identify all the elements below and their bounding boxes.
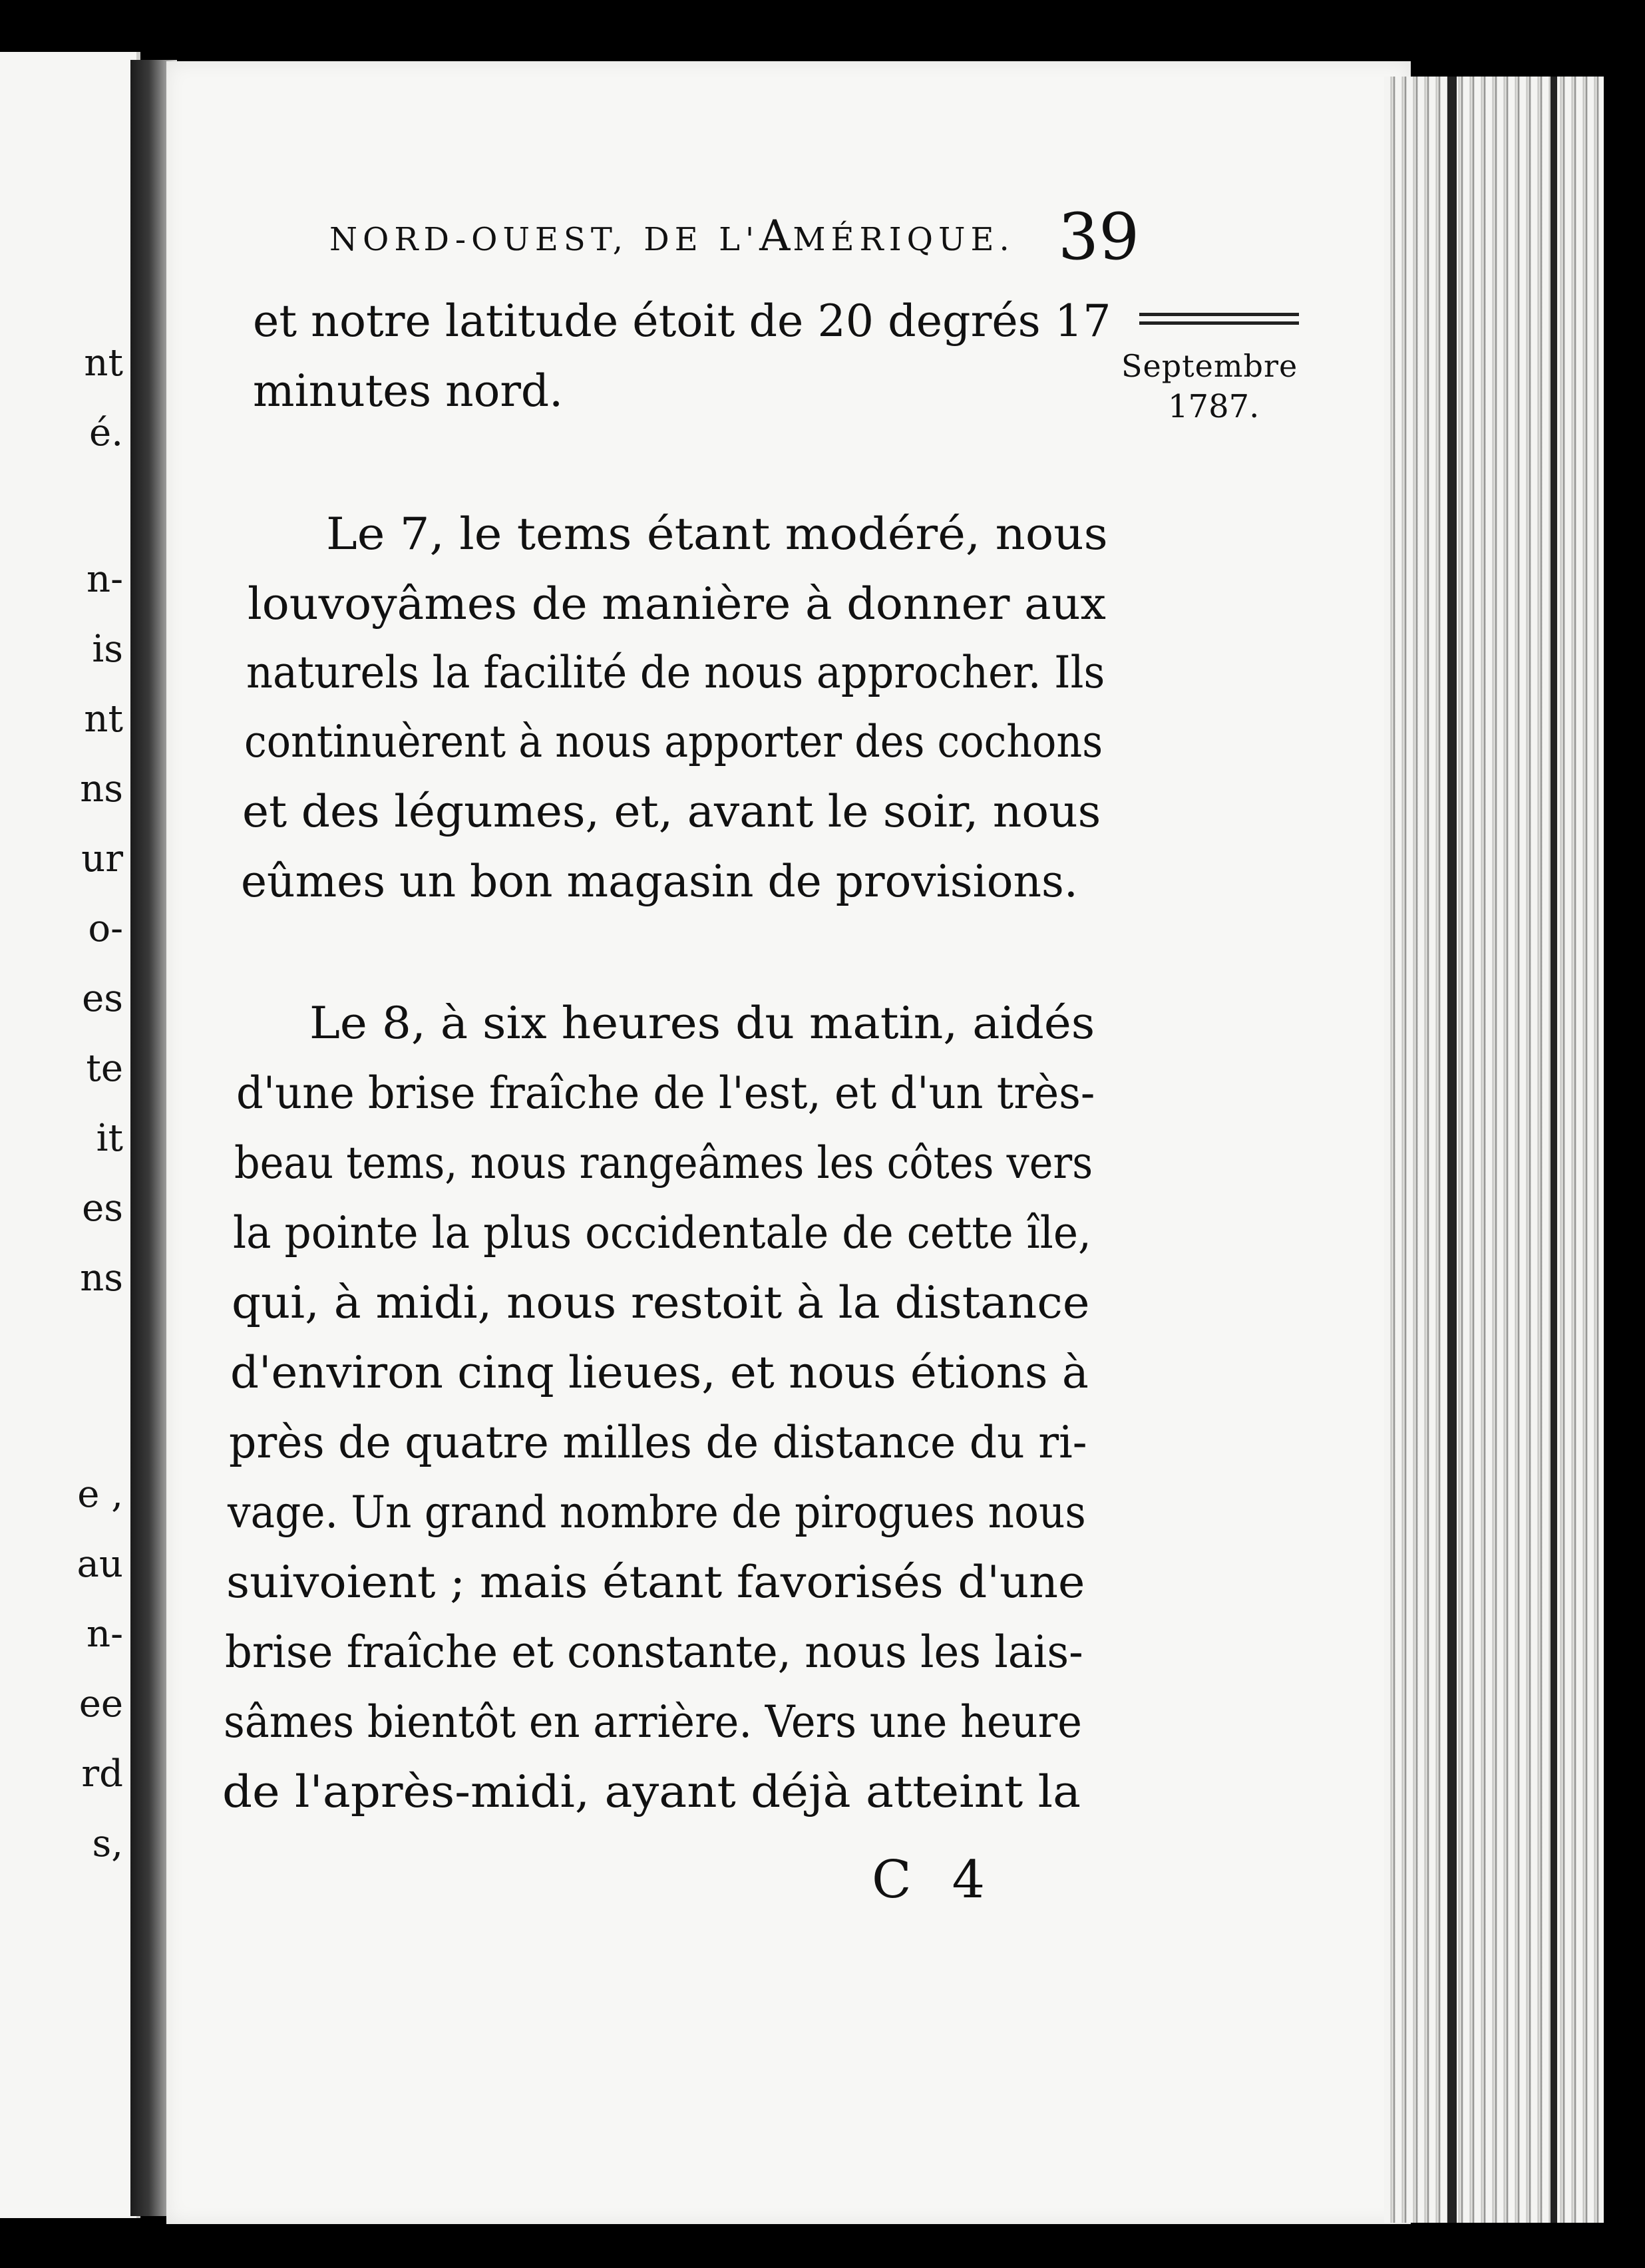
left-page-fragment: te <box>86 1047 123 1090</box>
left-page-fragment: ee <box>79 1682 123 1726</box>
left-page-fragment: es <box>82 1187 123 1230</box>
running-head-text: MÉRIQUE <box>793 221 1000 258</box>
text-line: de l'après-midi, ayant déjà atteint la <box>222 1766 1081 1817</box>
left-page-fragment: au <box>77 1543 123 1586</box>
running-head-capital: A <box>759 212 793 261</box>
left-facing-page <box>0 52 140 2218</box>
left-page-fragment: rd <box>81 1752 123 1796</box>
margin-note-month: Septembre <box>1121 348 1298 384</box>
left-page-fragment: ns <box>80 1256 123 1300</box>
text-line: vage. Un grand nombre de pirogues nous <box>228 1487 1086 1538</box>
text-line: louvoyâmes de manière à donner aux <box>248 578 1106 630</box>
text-line: beau tems, nous rangeâmes les côtes vers <box>234 1137 1093 1189</box>
running-head-text: NORD-OUEST, DE L' <box>329 221 760 258</box>
text-line: qui, à midi, nous restoit à la distance <box>232 1277 1090 1328</box>
text-line: et des légumes, et, avant le soir, nous <box>242 786 1101 837</box>
page-edge-band <box>1447 77 1457 2223</box>
text-line: la pointe la plus occidentale de cette île, <box>233 1207 1091 1258</box>
running-head <box>329 212 1015 261</box>
left-page-fragment: n- <box>87 558 123 601</box>
left-page-fragment: o- <box>88 907 123 950</box>
left-page-fragment: ns <box>80 767 123 811</box>
left-page-fragment: é. <box>89 411 123 455</box>
text-line: Le 7, le tems étant modéré, nous <box>326 508 1108 560</box>
text-line: continuèrent à nous apporter des cochons <box>244 716 1103 767</box>
margin-note-year: 1787. <box>1168 388 1260 425</box>
text-line: d'une brise fraîche de l'est, et d'un très- <box>236 1067 1095 1119</box>
text-line: près de quatre milles de distance du ri- <box>229 1417 1087 1468</box>
left-page-fragment: ur <box>81 837 123 880</box>
text-line: brise fraîche et constante, nous les lais- <box>225 1626 1083 1678</box>
signature-mark: C 4 <box>872 1850 998 1910</box>
text-line: eûmes un bon magasin de provisions. <box>241 856 1078 907</box>
page-edge-band <box>1551 77 1557 2223</box>
text-line: et notre latitude étoit de 20 degrés 17 <box>253 295 1111 347</box>
left-page-fragment: n- <box>87 1612 123 1656</box>
running-head-text: . <box>999 221 1015 258</box>
text-line: naturels la facilité de nous approcher. Ils <box>246 647 1105 698</box>
left-page-fragment: es <box>82 977 123 1020</box>
page-number: 39 <box>1058 200 1140 274</box>
left-page-fragment: it <box>96 1117 123 1160</box>
left-page-fragment: s, <box>92 1822 123 1865</box>
text-line: sâmes bientôt en arrière. Vers une heure <box>224 1696 1082 1748</box>
margin-double-rule <box>1139 313 1299 325</box>
left-page-fragment: is <box>92 628 123 671</box>
text-line: d'environ cinq lieues, et nous étions à <box>230 1347 1089 1398</box>
text-line: suivoient ; mais étant favorisés d'une <box>226 1557 1085 1608</box>
text-line: Le 8, à six heures du matin, aidés <box>309 998 1095 1049</box>
left-page-fragment: e , <box>77 1473 123 1516</box>
page-edges <box>1384 77 1604 2223</box>
left-page-fragment: nt <box>84 341 123 385</box>
left-page-fragment: nt <box>84 697 123 741</box>
text-line: minutes nord. <box>253 365 564 417</box>
